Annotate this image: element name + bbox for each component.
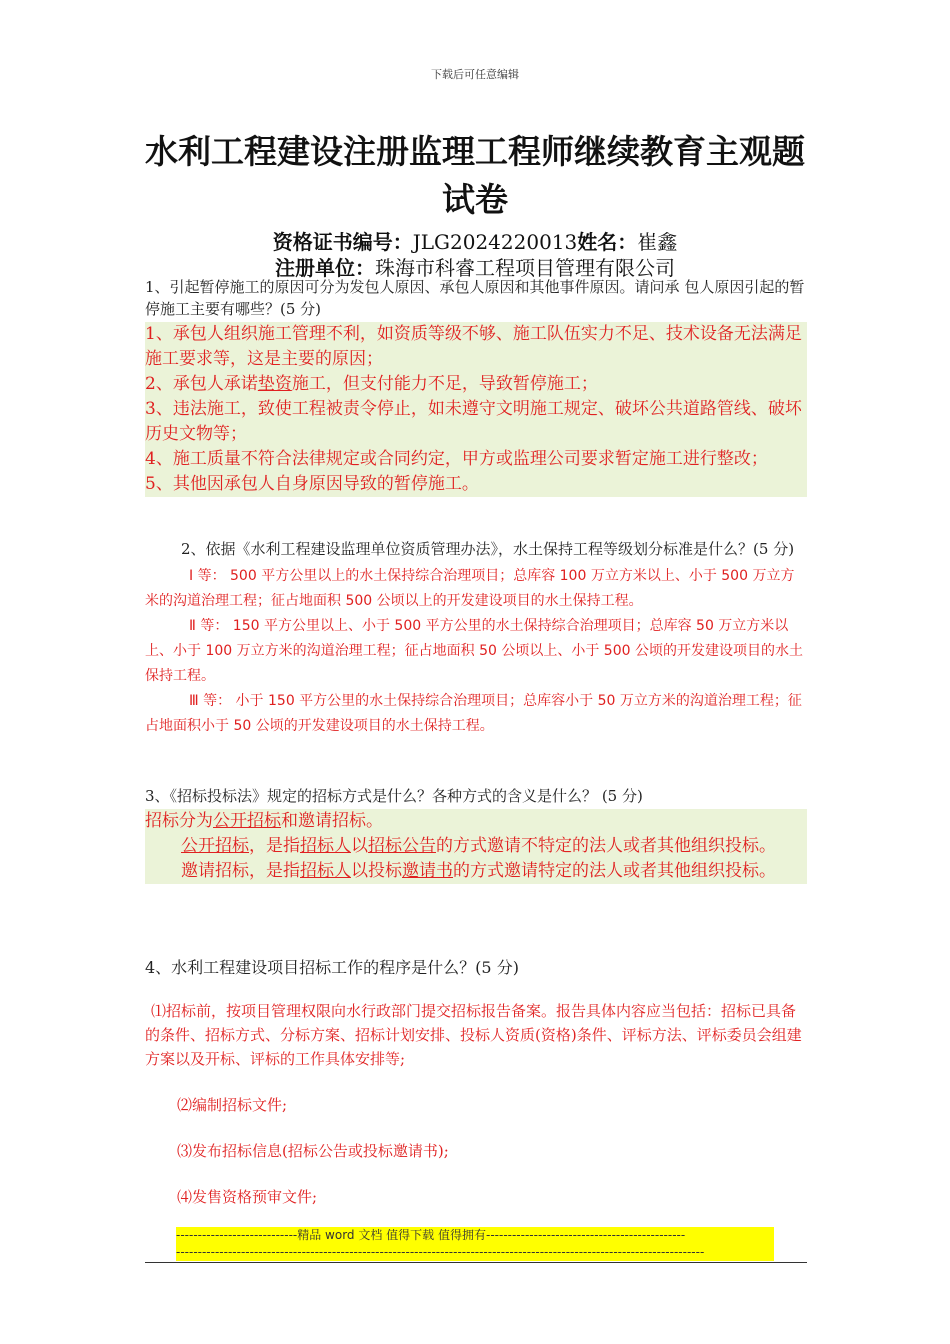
- answer-3: [145, 809, 807, 884]
- answer-3-line-1: 招标分为公开招标和邀请招标。: [145, 811, 383, 831]
- question-1: 1、引起暂停施工的原因可分为发包人原因、承包人原因和其他事件原因。请问承 包人原因引起的暂停施工主要有哪些？(5 分): [145, 278, 805, 318]
- footer-banner: [176, 1227, 774, 1261]
- answer-1-item: 2、承包人承诺垫资施工，但支付能力不足，导致暂停施工；: [145, 374, 598, 394]
- answer-2-item: Ⅲ 等： 小于 150 平方公里的水土保持综合治理项目；总库容小于 50 万立方米的沟道治理工程；征占地面积小于 50 公顷的开发建设项目的水土保持工程。: [145, 693, 802, 734]
- footer-line-2: --------------------------------------------------------------------------------------------------------------------------: [176, 1245, 705, 1259]
- question-2-block: [145, 538, 807, 739]
- answer-3-line-2: 公开招标，是指招标人以招标公告的方式邀请不特定的法人或者其他组织投标。: [181, 836, 776, 856]
- question-4-block: [145, 957, 807, 1209]
- answer-4-step: ⑶发布招标信息(招标公告或投标邀请书);: [177, 1142, 449, 1160]
- question-4: 4、水利工程建设项目招标工作的程序是什么？(5 分): [145, 958, 519, 977]
- answer-2: [145, 564, 807, 739]
- name-label: 姓名：: [577, 230, 638, 254]
- question-3: 3、《招标投标法》规定的招标方式是什么？各种方式的含义是什么？ (5 分): [145, 787, 643, 805]
- answer-1-item: 4、施工质量不符合法律规定或合同约定，甲方或监理公司要求暂定施工进行整改；: [145, 449, 768, 469]
- footer-rule: [145, 1262, 807, 1263]
- answer-2-item: Ⅰ 等： 500 平方公里以上的水土保持综合治理项目；总库容 100 万立方米以上、小于 500 万立方米的沟道治理工程；征占地面积 500 公顷以上的开发建设项目的水土保持工程。: [145, 568, 795, 609]
- answer-1-item: 5、其他因承包人自身原因导致的暂停施工。: [145, 474, 479, 494]
- cert-label: 资格证书编号：: [272, 230, 413, 254]
- answer-4: [145, 999, 807, 1209]
- name-value: 崔鑫: [637, 230, 678, 254]
- answer-2-item: Ⅱ 等： 150 平方公里以上、小于 500 平方公里的水土保持综合治理项目；总库容 50 万立方米以上、小于 100 万立方米的沟道治理工程；征占地面积 50 公顷以上、小于 500 公顷的开发建设项目的水土保持工程。: [145, 618, 803, 684]
- answer-1: [145, 322, 807, 497]
- answer-4-step: ⑵编制招标文件;: [177, 1096, 288, 1114]
- cert-info-line: [0, 226, 950, 255]
- page-header: 下载后可任意编辑: [431, 68, 519, 81]
- cert-number: JLG2024220013: [412, 230, 578, 254]
- question-2: 2、依据《水利工程建设监理单位资质管理办法》，水土保持工程等级划分标准是什么？(5 分): [181, 540, 795, 558]
- answer-4-step: ⑴招标前，按项目管理权限向水行政部门提交招标报告备案。报告具体内容应当包括：招标已具备的条件、招标方式、分标方案、招标计划安排、投标人资质(资格)条件、评标方法、评标委员会组建方案以及开标、评标的工作具体安排等;: [145, 1002, 802, 1068]
- unit-value: 珠海市科睿工程项目管理有限公司: [375, 256, 675, 280]
- footer-line-1: ----------------------------精品 word 文档 值得下载 值得拥有----------------------------------------------: [176, 1228, 686, 1242]
- answer-4-step: ⑷发售资格预审文件;: [177, 1188, 318, 1206]
- answer-1-item: 1、承包人组织施工管理不利，如资质等级不够、施工队伍实力不足、技术设备无法满足施工要求等，这是主要的原因；: [145, 324, 802, 369]
- answer-1-item: 3、违法施工，致使工程被责令停止，如未遵守文明施工规定、破坏公共道路管线、破坏历史文物等；: [145, 399, 802, 444]
- answer-3-line-3: 邀请招标，是指招标人以投标邀请书的方式邀请特定的法人或者其他组织投标。: [181, 861, 776, 881]
- question-3-block: [145, 785, 807, 884]
- page-title: 水利工程建设注册监理工程师继续教育主观题试卷: [145, 132, 805, 219]
- unit-label: 注册单位：: [275, 256, 375, 280]
- question-1-block: [145, 276, 807, 497]
